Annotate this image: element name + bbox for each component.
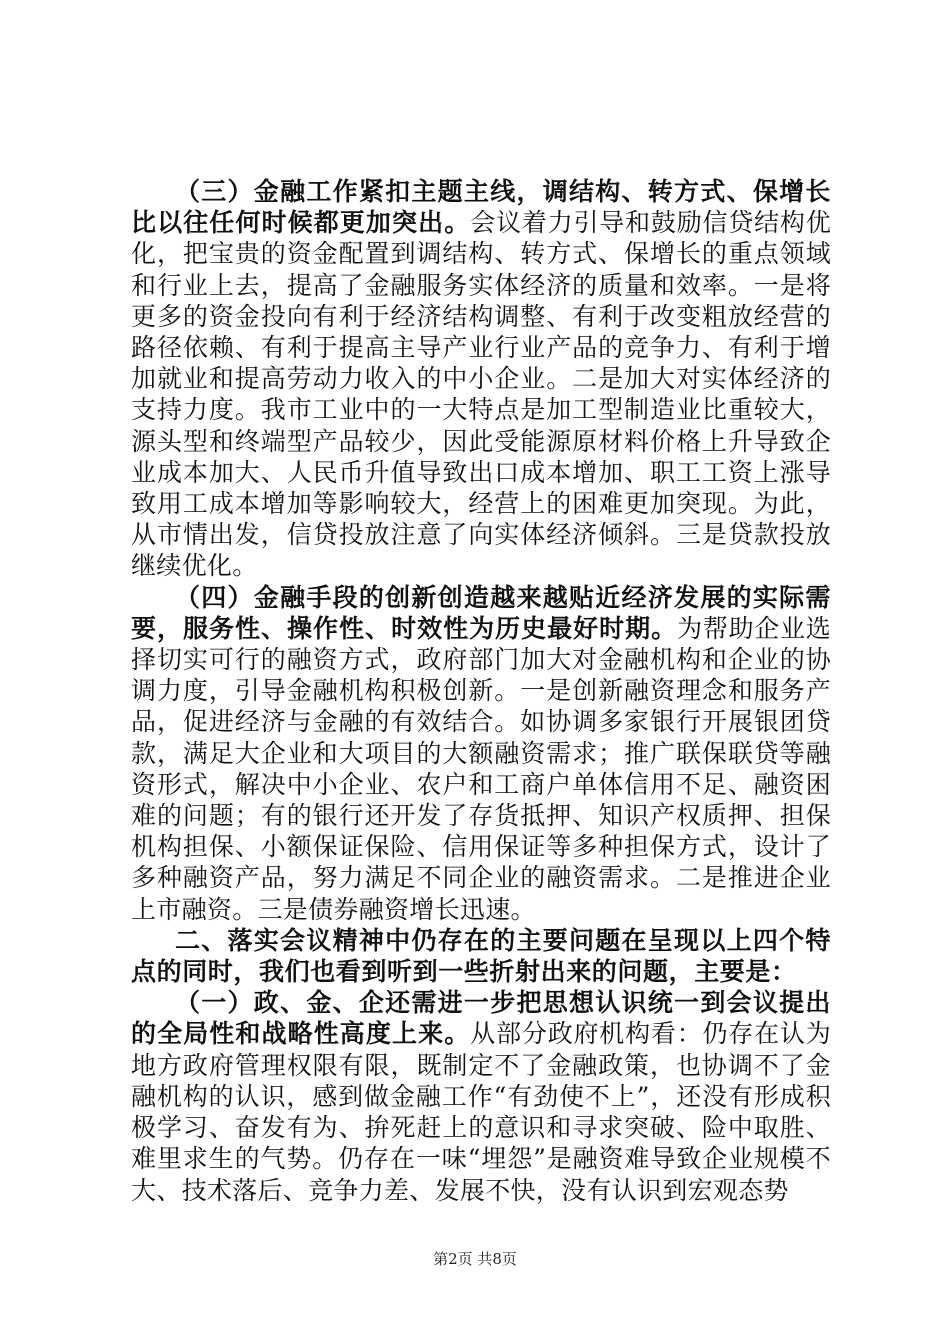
paragraph-text: 为帮助企业选择切实可行的融资方式，政府部门加大对金融机构和企业的协调力度，引导金融机构积极创新。一是创新融资理念和服务产品，促进经济与金融的有效结合。如协调多家银行开展银团贷款，满足大企业和大项目的大额融资需求；推广联保联贷等融资形式，解决中小企业、农户和工商户单体信用不足、融资困难的问题；有的银行还开发了存货抵押、知识产权质押、担保机构担保、小额保证保险、信用保证等多种担保方式，设计了多种融资产品，努力满足不同企业的融资需求。二是推进企业上市融资。三是债券融资增长迅速。: [131, 613, 831, 924]
document-body: [131, 176, 831, 1206]
paragraph-heading: （三）金融工作紧扣主题主线，调结构、转方式、保增长比以往任何时候都更加突出。: [131, 177, 831, 238]
paragraph-section-4: [131, 582, 831, 925]
paragraph-section-3: [131, 176, 831, 582]
paragraph-heading: （一）政、金、企还需进一步把思想认识统一到会议提出的全局性和战略性高度上来。: [131, 988, 831, 1049]
paragraph-text: 从部分政府机构看：仍存在认为地方政府管理权限有限，既制定不了金融政策，也协调不了金融机构的认识，感到做金融工作“有劲使不上”，还没有形成积极学习、奋发有为、拚死赶上的意识和寻求突破、险中取胜、难里求生的气势。仍存在一味“埋怨”是融资难导致企业规模不大、技术落后、竞争力差、发展不快，没有认识到宏观态势: [131, 1019, 831, 1205]
paragraph-text: 会议着力引导和鼓励信贷结构优化，把宝贵的资金配置到调结构、转方式、保增长的重点领域和行业上去，提高了金融服务实体经济的质量和效率。一是将更多的资金投向有利于经济结构调整、有利于改变粗放经营的路径依赖、有利于提高主导产业行业产品的竞争力、有利于增加就业和提高劳动力收入的中小企业。二是加大对实体经济的支持力度。我市工业中的一大特点是加工型制造业比重较大，源头型和终端型产品较少，因此受能源原材料价格上升导致企业成本加大、人民币升值导致出口成本增加、职工工资上涨导致用工成本增加等影响较大，经营上的困难更加突现。为此，从市情出发，信贷投放注意了向实体经济倾斜。三是贷款投放继续优化。: [131, 208, 831, 581]
paragraph-heading: 二、落实会议精神中仍存在的主要问题在呈现以上四个特点的同时，我们也看到听到一些折射出来的问题，主要是：: [131, 925, 831, 987]
page-number-footer: 第2页 共8页: [433, 1250, 517, 1268]
paragraph-heading: （四）金融手段的创新创造越来越贴近经济发展的实际需要，服务性、操作性、时效性为历史最好时期。: [131, 582, 831, 643]
paragraph-problem-1: [131, 987, 831, 1205]
paragraph-problems-heading: [131, 925, 831, 987]
